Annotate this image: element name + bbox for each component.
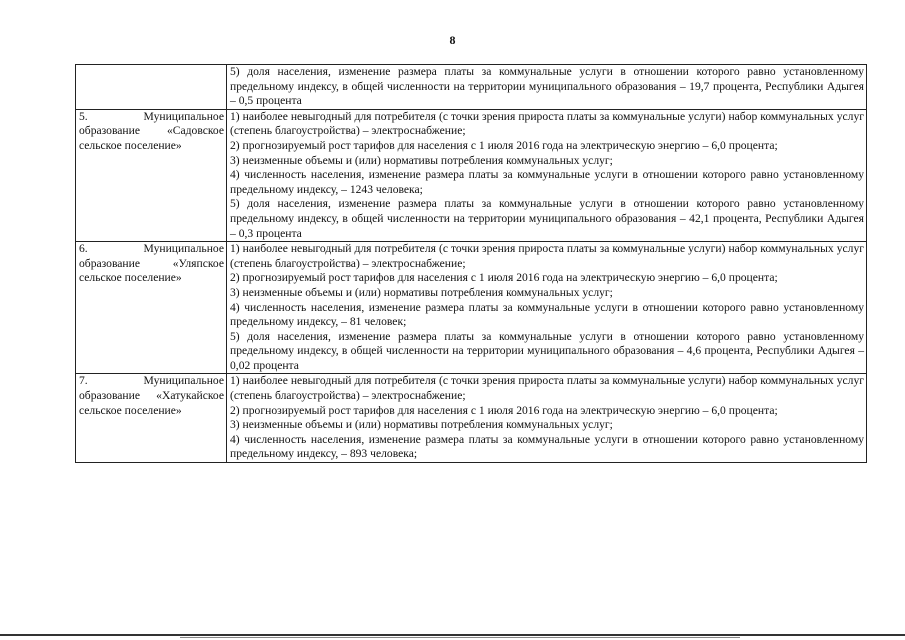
- parameters-cell: [227, 65, 867, 110]
- municipal-table: [75, 64, 867, 463]
- municipality-cell: 6. Муниципальное образование «Уляпское сельское поселение»: [76, 242, 227, 374]
- parameter-item: 4) численность населения, изменение размера платы за коммунальные услуги в отношении которого равно установленному предельному индексу, – 1243 человека;: [230, 168, 864, 196]
- parameter-item: 5) доля населения, изменение размера платы за коммунальные услуги в отношении которого равно установленному предельному индексу, в общей численности на территории муниципального образования – 19,7 процента, Республики Адыгея – 0,5 процента: [230, 65, 864, 108]
- parameter-item: 4) численность населения, изменение размера платы за коммунальные услуги в отношении которого равно установленному предельному индексу, – 81 человек;: [230, 300, 864, 329]
- parameter-item: 2) прогнозируемый рост тарифов для населения с 1 июля 2016 года на электрическую энергию – 6,0 процента;: [230, 138, 778, 152]
- table-row: [76, 374, 867, 463]
- parameters-cell: [227, 242, 867, 374]
- parameter-item: 3) неизменные объемы и (или) нормативы потребления коммунальных услуг;: [230, 285, 613, 299]
- municipality-cell: [76, 65, 227, 110]
- table-row: [76, 242, 867, 374]
- parameter-item: 3) неизменные объемы и (или) нормативы потребления коммунальных услуг;: [230, 418, 613, 432]
- scan-edge-line: [0, 634, 905, 636]
- parameter-item: 5) доля населения, изменение размера платы за коммунальные услуги в отношении которого равно установленному предельному индексу, в общей численности на территории муниципального образования – 42,1 процента, Республики Адыгея – 0,3 процента: [230, 197, 864, 240]
- municipality-cell: 5. Муниципальное образование «Садовское сельское поселение»: [76, 109, 227, 241]
- parameter-item: 1) наиболее невыгодный для потребителя (с точки зрения прироста платы за коммунальные услуги) набор коммунальных услуг (степень благоустройства) – электроснабжение;: [230, 109, 864, 138]
- municipality-cell: 7. Муниципальное образование «Хатукайское сельское поселение»: [76, 374, 227, 463]
- parameter-item: 4) численность населения, изменение размера платы за коммунальные услуги в отношении которого равно установленному предельному индексу, – 893 человека;: [230, 432, 864, 461]
- parameter-item: 1) наиболее невыгодный для потребителя (с точки зрения прироста платы за коммунальные услуги) набор коммунальных услуг (степень благоустройства) – электроснабжение;: [230, 242, 864, 270]
- parameter-item: 1) наиболее невыгодный для потребителя (с точки зрения прироста платы за коммунальные услуги) набор коммунальных услуг (степень благоустройства) – электроснабжение;: [230, 374, 864, 403]
- table-row: [76, 65, 867, 110]
- parameters-cell: [227, 109, 867, 241]
- page-number: 8: [449, 33, 456, 47]
- parameter-item: 2) прогнозируемый рост тарифов для населения с 1 июля 2016 года на электрическую энергию – 6,0 процента;: [230, 403, 778, 417]
- table-row: [76, 109, 867, 241]
- parameter-item: 5) доля населения, изменение размера платы за коммунальные услуги в отношении которого равно установленному предельному индексу, в общей численности на территории муниципального образования – 4,6 процента, Республики Адыгея – 0,02 процента: [230, 329, 864, 372]
- parameter-item: 3) неизменные объемы и (или) нормативы потребления коммунальных услуг;: [230, 153, 613, 167]
- scan-edge-line: [180, 637, 740, 638]
- parameter-item: 2) прогнозируемый рост тарифов для населения с 1 июля 2016 года на электрическую энергию – 6,0 процента;: [230, 271, 778, 285]
- parameters-cell: [227, 374, 867, 463]
